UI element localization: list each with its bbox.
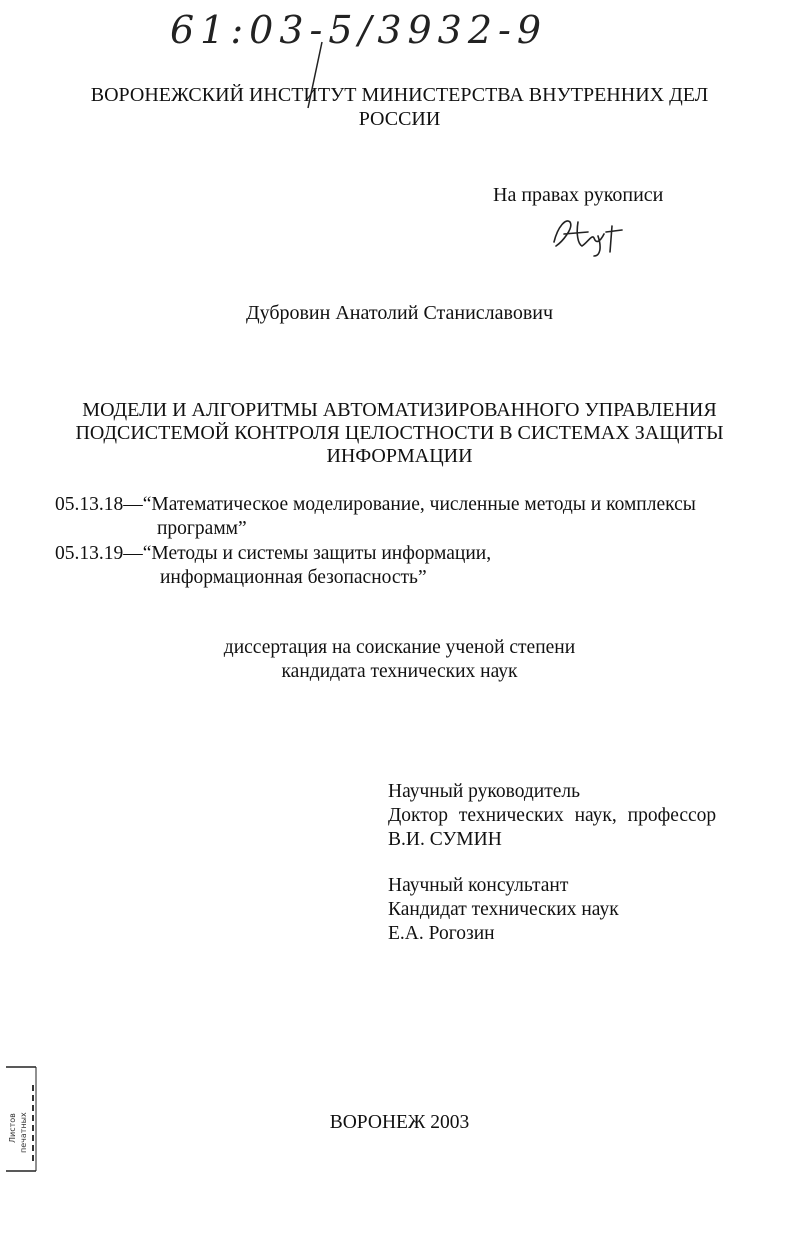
stamp-label-printed: печатных xyxy=(19,1112,28,1153)
supervisor-degree: Доктор технических наук, профессор xyxy=(388,805,717,826)
dissertation-title-line2: ПОДСИСТЕМОЙ КОНТРОЛЯ ЦЕЛОСТНОСТИ В СИСТЕМАХ ЗАЩИТЫ xyxy=(75,422,724,444)
stamp-label-sheets: Листов xyxy=(8,1113,17,1143)
specialty-2-continuation: информационная безопасность” xyxy=(160,567,427,588)
specialty-code: 05.13.18 xyxy=(55,494,124,515)
degree-line1: диссертация на соискание ученой степени xyxy=(223,637,576,658)
degree-line2: кандидата технических наук xyxy=(281,661,518,682)
rights-note: На правах рукописи xyxy=(493,184,664,206)
author-name: Дубровин Анатолий Станиславович xyxy=(245,302,554,324)
dissertation-title-line3: ИНФОРМАЦИИ xyxy=(326,445,473,467)
supervisor-role: Научный руководитель xyxy=(388,781,581,802)
consultant-role: Научный консультант xyxy=(388,875,569,896)
institute-name-line1: ВОРОНЕЖСКИЙ ИНСТИТУТ МИНИСТЕРСТВА ВНУТРЕННИХ ДЕЛ xyxy=(90,84,709,106)
dissertation-title-line1: МОДЕЛИ И АЛГОРИТМЫ АВТОМАТИЗИРОВАННОГО УПРАВЛЕНИЯ xyxy=(82,399,717,421)
specialty-1-continuation: программ” xyxy=(157,518,247,539)
archive-number: 61:03-5/3932-9 xyxy=(170,8,548,52)
specialty-title: —“Математическое моделирование, численные методы и комплексы xyxy=(123,494,696,515)
city-year: ВОРОНЕЖ 2003 xyxy=(329,1112,470,1133)
specialty-code: 05.13.19 xyxy=(55,543,124,564)
specialty-1 xyxy=(55,493,696,517)
supervisor-name: В.И. СУМИН xyxy=(388,829,502,850)
specialty-2 xyxy=(55,542,491,566)
consultant-name: Е.А. Рогозин xyxy=(388,923,495,944)
institute-name-line2: РОССИИ xyxy=(358,108,441,130)
specialty-title: —“Методы и системы защиты информации, xyxy=(123,543,492,564)
signature-icon xyxy=(548,212,628,260)
consultant-degree: Кандидат технических наук xyxy=(388,899,619,920)
